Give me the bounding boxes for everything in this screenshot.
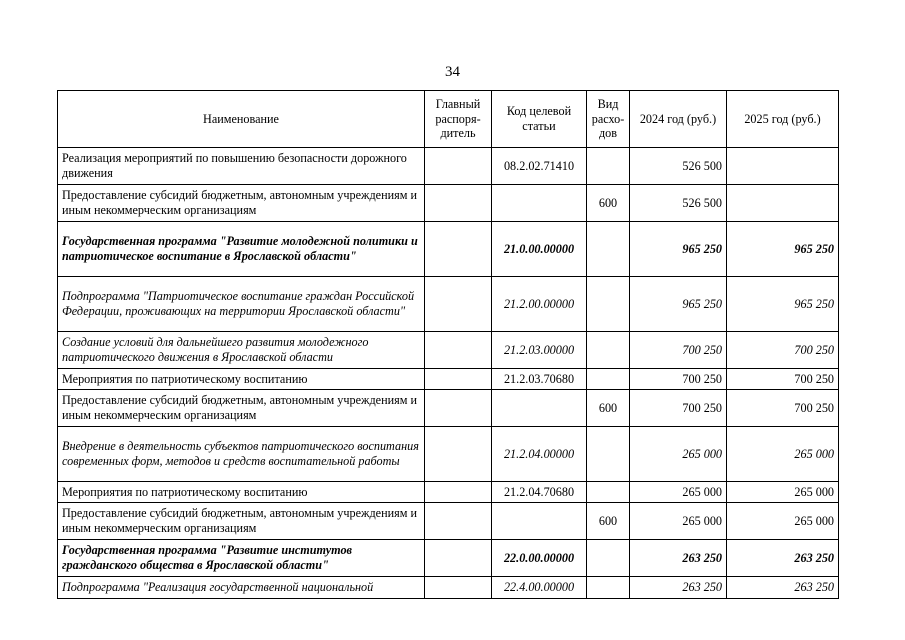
cell-name: Подпрограмма "Реализация государственной национальной: [58, 577, 425, 599]
table-row: [58, 185, 839, 222]
cell-2024: 700 250: [630, 369, 727, 390]
cell-2025: 265 000: [727, 482, 839, 503]
page-number: 34: [445, 64, 460, 80]
table-row: [58, 332, 839, 369]
cell-2024: 965 250: [630, 277, 727, 332]
cell-name: Мероприятия по патриотическому воспитанию: [58, 369, 425, 390]
cell-2025: 263 250: [727, 577, 839, 599]
cell-type: [587, 332, 630, 369]
cell-admin: [425, 577, 492, 599]
cell-admin: [425, 540, 492, 577]
cell-2025: 265 000: [727, 503, 839, 540]
table-row: [58, 427, 839, 482]
table-header: [58, 91, 839, 148]
cell-code: [492, 185, 587, 222]
table-row: [58, 277, 839, 332]
cell-name: Предоставление субсидий бюджетным, автономным учреждениям и иным некоммерческим организациям: [58, 185, 425, 222]
table-row: [58, 369, 839, 390]
cell-2024: 526 500: [630, 185, 727, 222]
table-row: [58, 390, 839, 427]
cell-admin: [425, 482, 492, 503]
cell-admin: [425, 427, 492, 482]
header-2025: 2025 год (руб.): [727, 91, 839, 148]
cell-type: [587, 427, 630, 482]
cell-2025: [727, 185, 839, 222]
cell-admin: [425, 148, 492, 185]
cell-2024: 265 000: [630, 482, 727, 503]
cell-name: Предоставление субсидий бюджетным, автономным учреждениям и иным некоммерческим организациям: [58, 503, 425, 540]
cell-name: Внедрение в деятельность субъектов патриотического воспитания современных форм, методов и средств воспитательной работы: [58, 427, 425, 482]
table-row: [58, 148, 839, 185]
cell-admin: [425, 332, 492, 369]
cell-name: Создание условий для дальнейшего развития молодежного патриотического движения в Ярославской области: [58, 332, 425, 369]
cell-2025: 265 000: [727, 427, 839, 482]
table-row: [58, 577, 839, 599]
cell-2024: 700 250: [630, 390, 727, 427]
budget-table: [57, 90, 839, 599]
table-row: [58, 222, 839, 277]
cell-code: 22.0.00.00000: [492, 540, 587, 577]
header-code: Код целевой статьи: [492, 91, 587, 148]
cell-admin: [425, 222, 492, 277]
cell-type: 600: [587, 503, 630, 540]
header-admin: Главный распоря-дитель: [425, 91, 492, 148]
cell-2025: 965 250: [727, 277, 839, 332]
header-2024: 2024 год (руб.): [630, 91, 727, 148]
cell-code: 21.0.00.00000: [492, 222, 587, 277]
cell-admin: [425, 277, 492, 332]
cell-type: 600: [587, 390, 630, 427]
cell-code: 21.2.03.70680: [492, 369, 587, 390]
cell-2024: 263 250: [630, 540, 727, 577]
cell-name: Мероприятия по патриотическому воспитанию: [58, 482, 425, 503]
cell-2025: 965 250: [727, 222, 839, 277]
table-row: [58, 482, 839, 503]
cell-type: [587, 577, 630, 599]
cell-code: [492, 390, 587, 427]
cell-2025: 263 250: [727, 540, 839, 577]
cell-2024: 265 000: [630, 503, 727, 540]
cell-code: 22.4.00.00000: [492, 577, 587, 599]
cell-2025: 700 250: [727, 332, 839, 369]
table-row: [58, 503, 839, 540]
header-type: Вид расхо-дов: [587, 91, 630, 148]
cell-type: 600: [587, 185, 630, 222]
cell-type: [587, 148, 630, 185]
table-row: [58, 540, 839, 577]
cell-name: Государственная программа "Развитие молодежной политики и патриотическое воспитание в Ярославской области": [58, 222, 425, 277]
cell-code: 21.2.04.00000: [492, 427, 587, 482]
cell-admin: [425, 185, 492, 222]
cell-2024: 700 250: [630, 332, 727, 369]
table-body: [58, 148, 839, 599]
cell-2025: 700 250: [727, 369, 839, 390]
cell-code: 08.2.02.71410: [492, 148, 587, 185]
cell-name: Реализация мероприятий по повышению безопасности дорожного движения: [58, 148, 425, 185]
cell-name: Подпрограмма "Патриотическое воспитание граждан Российской Федерации, проживающих на территории Ярославской области": [58, 277, 425, 332]
cell-2024: 265 000: [630, 427, 727, 482]
cell-code: 21.2.03.00000: [492, 332, 587, 369]
cell-admin: [425, 390, 492, 427]
cell-type: [587, 277, 630, 332]
cell-name: Государственная программа "Развитие институтов гражданского общества в Ярославской области": [58, 540, 425, 577]
cell-code: 21.2.04.70680: [492, 482, 587, 503]
cell-code: 21.2.00.00000: [492, 277, 587, 332]
cell-2025: [727, 148, 839, 185]
cell-type: [587, 222, 630, 277]
cell-2024: 526 500: [630, 148, 727, 185]
cell-type: [587, 482, 630, 503]
cell-2024: 263 250: [630, 577, 727, 599]
cell-name: Предоставление субсидий бюджетным, автономным учреждениям и иным некоммерческим организациям: [58, 390, 425, 427]
cell-2024: 965 250: [630, 222, 727, 277]
cell-admin: [425, 503, 492, 540]
cell-type: [587, 369, 630, 390]
cell-type: [587, 540, 630, 577]
header-name: Наименование: [58, 91, 425, 148]
cell-admin: [425, 369, 492, 390]
cell-2025: 700 250: [727, 390, 839, 427]
cell-code: [492, 503, 587, 540]
